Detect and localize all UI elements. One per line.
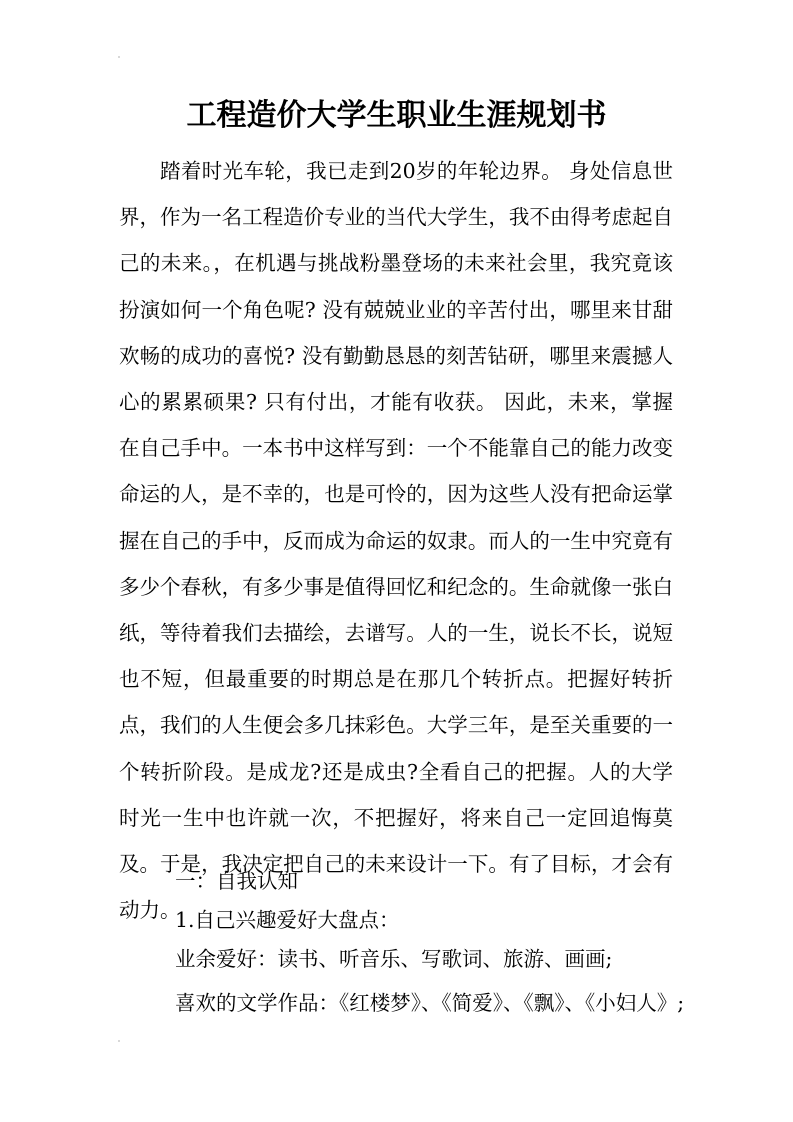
hobbies-line: 业余爱好：读书、听音乐、写歌词、旅游、画画; (175, 947, 613, 971)
section-heading-self-awareness: 一：自我认知 (175, 869, 298, 893)
document-title: 工程造价大学生职业生涯规划书 (186, 98, 607, 133)
corner-mark (118, 1040, 120, 1042)
subsection-heading-interests: 1.自己兴趣爱好大盘点： (175, 908, 400, 932)
corner-mark (118, 56, 120, 58)
literature-line: 喜欢的文学作品：《红楼梦》、《简爱》、《飘》、《小妇人》; (175, 991, 685, 1015)
intro-paragraph: 踏着时光车轮，我已走到20岁的年轮边界。 身处信息世界，作为一名工程造价专业的当代大学生，我不由得考虑起自己的未来。，在机遇与挑战粉墨登场的未来社会里，我究竟该扮演如何一个角色呢? 没有兢兢业业的辛苦付出，哪里来甘甜欢畅的成功的喜悦? 没有勤勤恳恳的刻苦钻研，哪里来震撼人心的累累硕果? 只有付出，才能有收获。 因此，未来，掌握在自己手中。一本书中这样写到：一个不能靠自己的能力改变命运的人，是不幸的，也是可怜的，因为这些人没有把命运掌握在自己的手中，反而成为命运的奴隶。而人的一生中究竟有多少个春秋，有多少事是值得回忆和纪念的。生命就像一张白纸，等待着我们去描绘，去谱写。人的一生，说长不长，说短也不短，但最重要的时期总是在那几个转折点。把握好转折点，我们的人生便会多几抹彩色。大学三年，是至关重要的一个转折阶段。是成龙?还是成虫?全看自己的把握。人的大学时光一生中也许就一次，不把握好，将来自己一定回追悔莫及。于是，我决定把自己的未来设计一下。有了目标，才会有动力。 (119, 159, 673, 923)
